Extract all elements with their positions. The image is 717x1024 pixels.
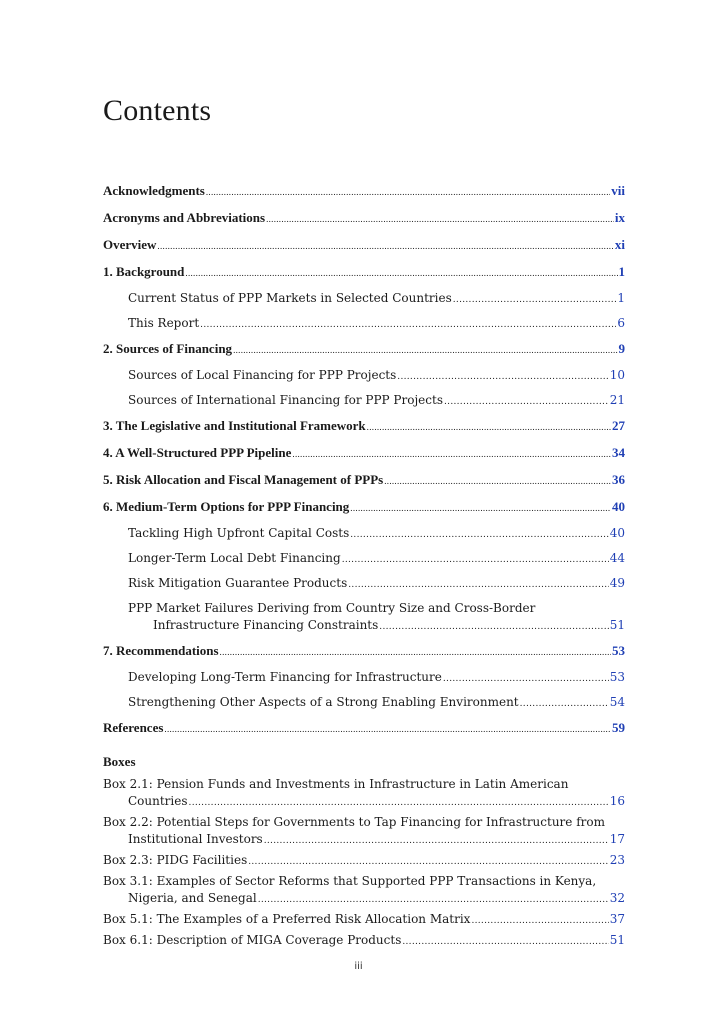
toc-entry-label: Tackling High Upfront Capital Costs (128, 526, 350, 540)
toc-entry-current-status[interactable] (103, 290, 625, 309)
toc-entry-medium-term-options[interactable] (103, 498, 625, 517)
toc-page-link[interactable]: 10 (609, 368, 625, 382)
toc-entry-label: 1. Background (103, 264, 185, 279)
toc-page-link[interactable]: 40 (609, 526, 625, 540)
dot-leader (397, 367, 608, 386)
toc-entry-label: 4. A Well-Structured PPP Pipeline (103, 445, 292, 460)
toc-entry-acronyms[interactable] (103, 209, 625, 228)
dot-leader (443, 669, 609, 688)
toc-entry-local-financing[interactable] (103, 367, 625, 386)
box-entry-3-1[interactable] (103, 873, 625, 909)
toc-page-link[interactable]: 34 (612, 445, 625, 460)
toc-entry-background[interactable] (103, 263, 625, 282)
box-entry-label: Box 2.3: PIDG Facilities (103, 853, 248, 867)
box-entry-line (103, 911, 625, 930)
toc-entry-enabling-environment[interactable] (103, 694, 625, 713)
dot-leader (350, 525, 608, 544)
toc-entry-label-line1: PPP Market Failures Deriving from Country Size and Cross-Border (128, 601, 536, 615)
box-page-link[interactable]: 17 (609, 832, 625, 846)
dot-leader (350, 498, 611, 517)
dot-leader (220, 642, 611, 661)
toc-page-link[interactable]: vii (611, 183, 625, 198)
toc-entry-label: This Report (128, 316, 200, 330)
toc-entry-label: 7. Recommendations (103, 643, 219, 658)
toc-entry-references[interactable] (103, 719, 625, 738)
toc-page-link[interactable]: 44 (609, 551, 625, 565)
toc-entry-label-line2: Infrastructure Financing Constraints (153, 618, 379, 632)
dot-leader (367, 417, 611, 436)
dot-leader (384, 471, 611, 490)
dot-leader (185, 263, 617, 282)
box-entry-label: Box 6.1: Description of MIGA Coverage Products (103, 933, 402, 947)
toc-entry-label: Sources of International Financing for PPP Projects (128, 393, 443, 407)
dot-leader (233, 340, 617, 359)
toc-entry-label: 2. Sources of Financing (103, 341, 233, 356)
toc-entry-label: Developing Long-Term Financing for Infrastructure (128, 670, 442, 684)
toc-entry-line2 (128, 617, 625, 636)
dot-leader (206, 182, 610, 201)
dot-leader (453, 290, 617, 309)
box-page-link[interactable]: 32 (609, 891, 625, 905)
box-entry-2-2[interactable] (103, 814, 625, 850)
dot-leader (520, 694, 609, 713)
toc-entry-guarantee-products[interactable] (103, 575, 625, 594)
dot-leader (444, 392, 609, 411)
page-number: iii (354, 961, 363, 972)
dot-leader (348, 575, 608, 594)
toc-page-link[interactable]: 53 (609, 670, 625, 684)
toc-page-link[interactable]: 1 (618, 264, 625, 279)
box-entry-label-line1: Box 3.1: Examples of Sector Reforms that Supported PPP Transactions in Kenya, (103, 874, 597, 888)
toc-entry-legislative-framework[interactable] (103, 417, 625, 436)
toc-entry-label: Longer-Term Local Debt Financing (128, 551, 341, 565)
toc-entry-label: 6. Medium-Term Options for PPP Financing (103, 499, 350, 514)
toc-entry-upfront-capital-costs[interactable] (103, 525, 625, 544)
toc-entry-label: 5. Risk Allocation and Fiscal Management of PPPs (103, 472, 384, 487)
toc-page-link[interactable]: xi (614, 237, 625, 252)
dot-leader (200, 315, 616, 334)
toc-entry-label: Strengthening Other Aspects of a Strong Enabling Environment (128, 695, 519, 709)
dot-leader (248, 852, 608, 871)
toc-page-link[interactable]: 49 (609, 576, 625, 590)
toc-page-link[interactable]: 27 (612, 418, 625, 433)
toc-page-link[interactable]: 36 (612, 472, 625, 487)
dot-leader (266, 209, 614, 228)
dot-leader (342, 550, 609, 569)
box-entry-line (103, 932, 625, 951)
toc-entry-label: Sources of Local Financing for PPP Projects (128, 368, 397, 382)
box-entry-line2 (103, 890, 625, 909)
dot-leader (157, 236, 613, 255)
toc-entry-local-debt-financing[interactable] (103, 550, 625, 569)
dot-leader (292, 444, 611, 463)
box-entry-6-1[interactable] (103, 932, 625, 951)
box-entry-line2 (103, 831, 625, 850)
toc-entry-label: References (103, 720, 164, 735)
toc-entry-acknowledgments[interactable] (103, 182, 625, 201)
toc-entry-ppp-pipeline[interactable] (103, 444, 625, 463)
dot-leader (189, 793, 609, 812)
toc-page-link[interactable]: 9 (618, 341, 625, 356)
toc-page-link[interactable]: 51 (609, 618, 625, 632)
toc-page-link[interactable]: 6 (617, 316, 625, 330)
toc-entry-sources-of-financing[interactable] (103, 340, 625, 359)
toc-page-link[interactable]: 53 (612, 643, 625, 658)
box-entry-label-line2: Nigeria, and Senegal (128, 891, 257, 905)
toc-page-link[interactable]: 1 (617, 291, 625, 305)
box-page-link[interactable]: 23 (609, 853, 625, 867)
dot-leader (471, 911, 608, 930)
box-page-link[interactable]: 37 (609, 912, 625, 926)
toc-entry-risk-allocation[interactable] (103, 471, 625, 490)
toc-entry-label: Acknowledgments (103, 183, 205, 198)
box-entry-label-line2: Countries (128, 794, 188, 808)
toc-page-link[interactable]: 59 (612, 720, 625, 735)
boxes-heading: Boxes (103, 754, 136, 769)
toc-entry-label: 3. The Legislative and Institutional Framework (103, 418, 366, 433)
dot-leader (379, 617, 608, 636)
toc-entry-international-financing[interactable] (103, 392, 625, 411)
box-entry-label: Box 5.1: The Examples of a Preferred Risk Allocation Matrix (103, 912, 471, 926)
toc-entry-recommendations[interactable] (103, 642, 625, 661)
box-page-link[interactable]: 16 (609, 794, 625, 808)
dot-leader (258, 890, 609, 909)
table-of-contents (103, 182, 625, 953)
page-title: Contents (103, 94, 212, 127)
box-entry-5-1[interactable] (103, 911, 625, 930)
toc-page-link[interactable]: ix (614, 210, 625, 225)
toc-page-link[interactable]: 21 (609, 393, 625, 407)
dot-leader (164, 719, 611, 738)
toc-entry-label: Overview (103, 237, 157, 252)
toc-entry-label: Acronyms and Abbreviations (103, 210, 266, 225)
box-entry-label-line1: Box 2.1: Pension Funds and Investments in Infrastructure in Latin American (103, 777, 569, 791)
toc-page-link[interactable]: 40 (612, 499, 625, 514)
toc-entry-label: Current Status of PPP Markets in Selected Countries (128, 291, 452, 305)
box-entry-label-line2: Institutional Investors (128, 832, 263, 846)
toc-entry-this-report[interactable] (103, 315, 625, 334)
toc-entry-market-failures[interactable] (103, 600, 625, 636)
box-entry-line2 (103, 793, 625, 812)
toc-page-link[interactable]: 54 (609, 695, 625, 709)
toc-entry-label: Risk Mitigation Guarantee Products (128, 576, 348, 590)
box-entry-2-1[interactable] (103, 776, 625, 812)
dot-leader (264, 831, 609, 850)
box-entry-line (103, 852, 625, 871)
box-entry-label-line1: Box 2.2: Potential Steps for Governments to Tap Financing for Infrastructure from (103, 815, 605, 829)
box-page-link[interactable]: 51 (609, 933, 625, 947)
dot-leader (402, 932, 608, 951)
box-entry-2-3[interactable] (103, 852, 625, 871)
toc-entry-overview[interactable] (103, 236, 625, 255)
toc-entry-long-term-financing[interactable] (103, 669, 625, 688)
